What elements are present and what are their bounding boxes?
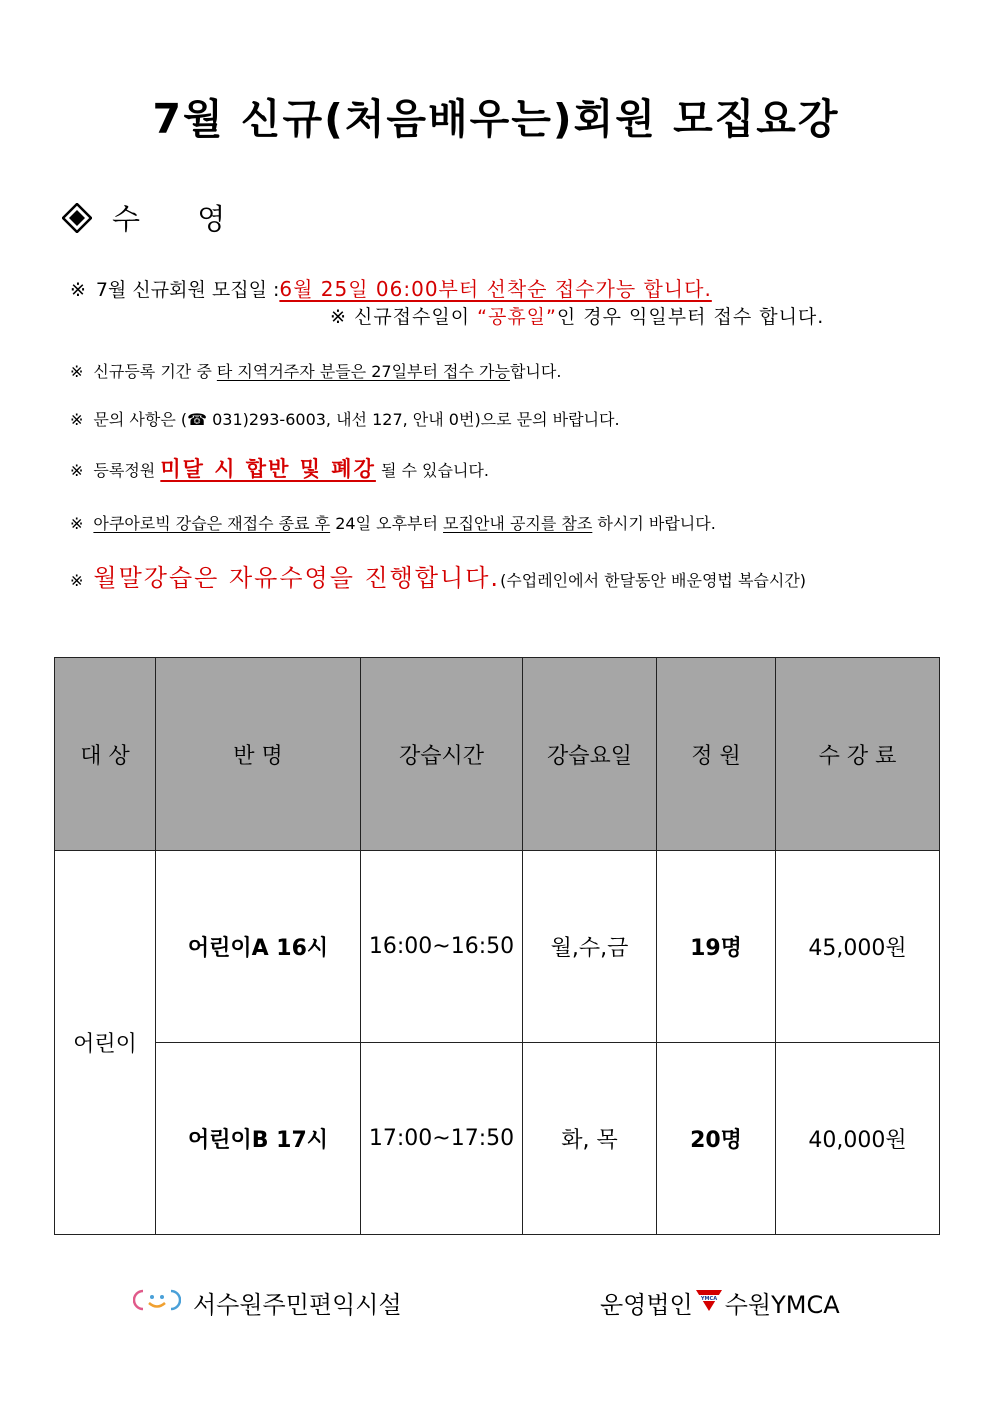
class-name-cell: 어린이B 17시 <box>156 1043 361 1235</box>
time-cell: 16:00~16:50 <box>361 851 523 1043</box>
footer-facility <box>133 1285 402 1320</box>
diamond-bullet-icon <box>62 203 92 233</box>
header-target: 대 상 <box>55 658 156 851</box>
table-row <box>55 1043 940 1235</box>
notice-nonresident: ※ 신규등록 기간 중 타 지역거주자 분들은 27일부터 접수 가능합니다. <box>70 362 562 381</box>
header-time: 강습시간 <box>361 658 523 851</box>
notice-holiday: ※ 신규접수일이 “공휴일”인 경우 익일부터 접수 합니다. <box>330 306 825 328</box>
capacity-cell: 19명 <box>657 851 776 1043</box>
facility-name: 서수원주민편익시설 <box>193 1291 402 1319</box>
table-row <box>55 851 940 1043</box>
capacity-cell: 20명 <box>657 1043 776 1235</box>
header-capacity: 정 원 <box>657 658 776 851</box>
operator-name: 수원YMCA <box>724 1291 840 1319</box>
schedule-table <box>54 657 940 1235</box>
svg-text:YMCA: YMCA <box>700 1295 717 1302</box>
footer-operator <box>600 1285 840 1320</box>
section-label: 수 영 <box>112 202 250 236</box>
days-cell: 월,수,금 <box>523 851 657 1043</box>
facility-logo-icon <box>133 1287 181 1319</box>
fee-cell: 40,000원 <box>776 1043 940 1235</box>
notice-recruit-date: ※ 7월 신규회원 모집일 :6월 25일 06:00부터 선착순 접수가능 합니다. <box>70 277 712 301</box>
recruit-date-highlight: 6월 25일 06:00부터 선착순 접수가능 합니다. <box>279 277 712 301</box>
fee-cell: 45,000원 <box>776 851 940 1043</box>
notice-month-end: ※ 월말강습은 자유수영을 진행합니다.(수업레인에서 한달동안 배운영법 복습시간) <box>70 564 807 592</box>
page-title: 7월 신규(처음배우는)회원 모집요강 <box>152 95 840 143</box>
header-fee: 수 강 료 <box>776 658 940 851</box>
ymca-logo-icon <box>695 1288 723 1318</box>
operator-prefix: 운영법인 <box>600 1291 693 1319</box>
class-name-cell: 어린이A 16시 <box>156 851 361 1043</box>
table-header-row <box>55 658 940 851</box>
section-heading <box>62 197 249 238</box>
header-class-name: 반 명 <box>156 658 361 851</box>
days-cell: 화, 목 <box>523 1043 657 1235</box>
target-cell: 어린이 <box>55 851 156 1235</box>
notice-aquarobic: ※ 아쿠아로빅 강습은 재접수 종료 후 24일 오후부터 모집안내 공지를 참조 하시기 바랍니다. <box>70 514 716 533</box>
time-cell: 17:00~17:50 <box>361 1043 523 1235</box>
notice-cancellation: ※ 등록정원 미달 시 합반 및 폐강 될 수 있습니다. <box>70 457 489 481</box>
header-days: 강습요일 <box>523 658 657 851</box>
notice-contact: ※ 문의 사항은 (☎ 031)293-6003, 내선 127, 안내 0번)으로 문의 바랍니다. <box>70 410 620 429</box>
